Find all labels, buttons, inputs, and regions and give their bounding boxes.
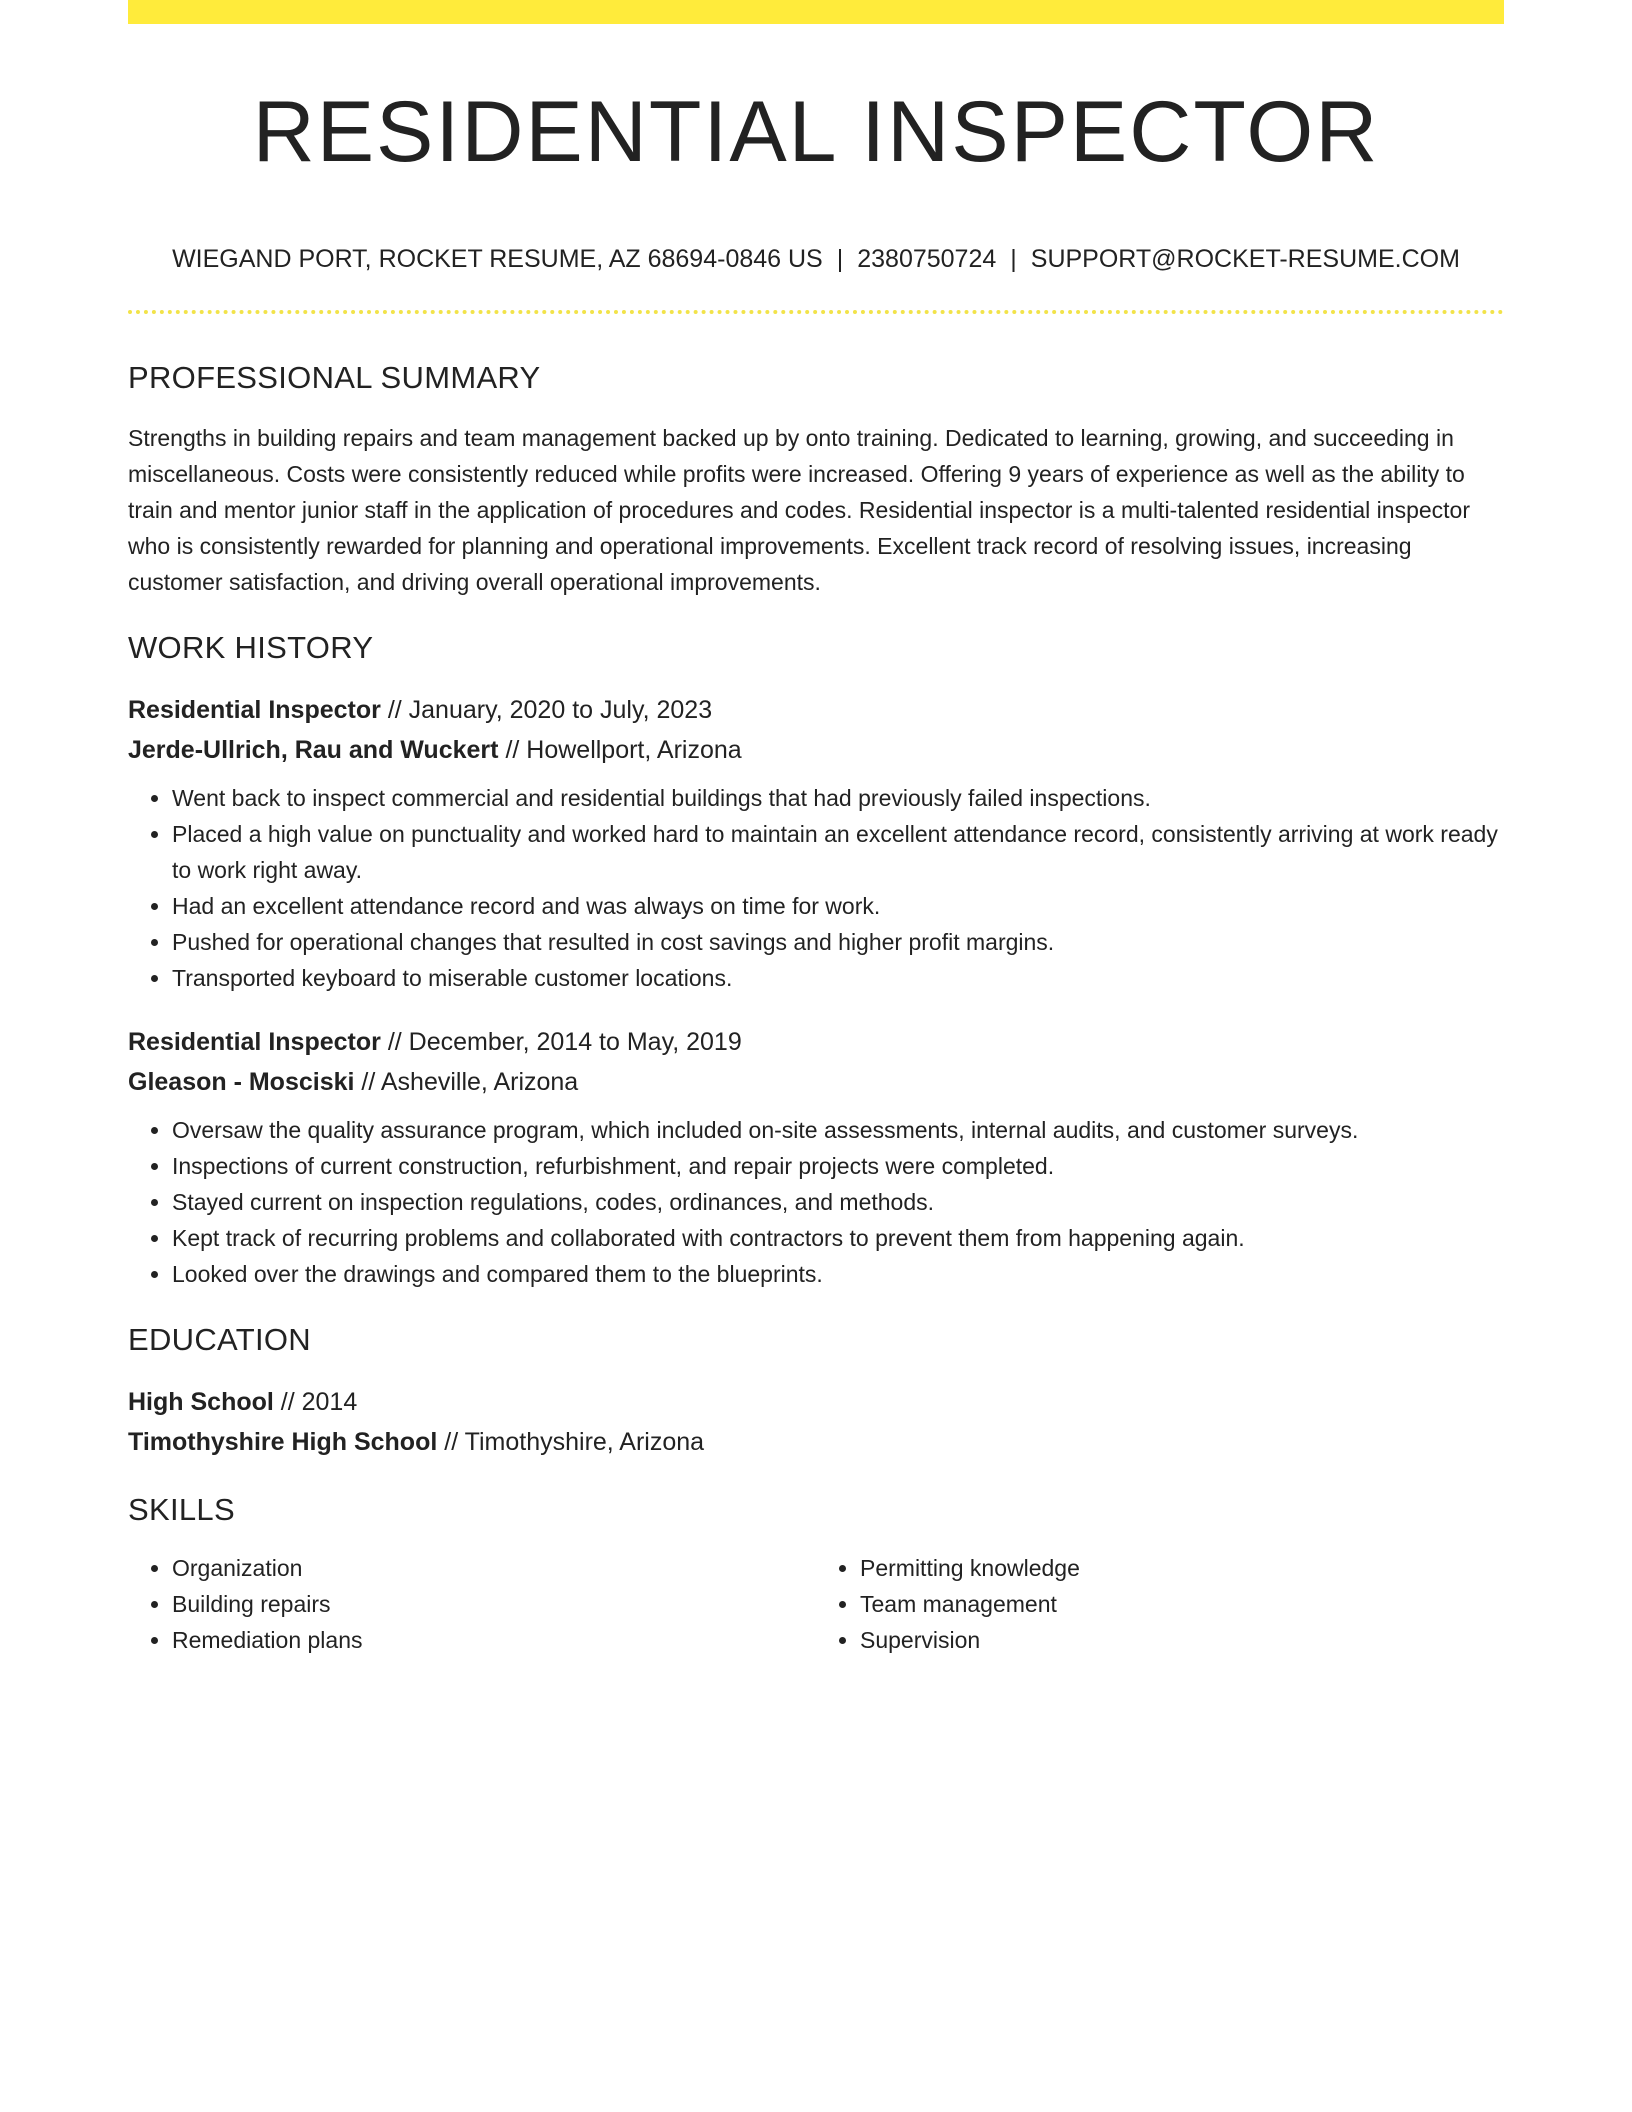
job-company-line: [128, 1062, 1504, 1102]
job-bullets: [128, 780, 1504, 996]
skills-columns: [128, 1550, 1504, 1658]
list-item: • Kept track of recurring problems and collaborated with contractors to prevent them from happening again.: [172, 1220, 1504, 1256]
dotted-divider: [128, 310, 1504, 314]
education-degree: High School: [128, 1388, 274, 1416]
job-company-line: [128, 730, 1504, 770]
resume-content: [128, 24, 1504, 1658]
contact-email: SUPPORT@ROCKET-RESUME.COM: [1030, 245, 1460, 273]
job-title-line: [128, 690, 1504, 730]
job-title-line: [128, 1022, 1504, 1062]
list-item: • Looked over the drawings and compared them to the blueprints.: [172, 1256, 1504, 1292]
skill-item: • Building repairs: [172, 1586, 816, 1622]
job-role: Residential Inspector: [128, 696, 381, 724]
summary-heading: PROFESSIONAL SUMMARY: [128, 360, 541, 395]
education-location: // Timothyshire, Arizona: [444, 1428, 705, 1456]
list-item: • Pushed for operational changes that resulted in cost savings and higher profit margins.: [172, 924, 1504, 960]
contact-address: WIEGAND PORT, ROCKET RESUME, AZ 68694-0846 US: [172, 245, 823, 273]
list-item: • Placed a high value on punctuality and worked hard to maintain an excellent attendance record, consistently arriving at work ready to work right away.: [172, 816, 1504, 888]
work-history-heading: WORK HISTORY: [128, 630, 374, 665]
contact-separator: |: [1010, 245, 1017, 273]
skills-heading: SKILLS: [128, 1492, 235, 1527]
job-company: Jerde-Ullrich, Rau and Wuckert: [128, 736, 499, 764]
contact-phone: 2380750724: [857, 245, 997, 273]
accent-top-bar: [128, 0, 1504, 24]
education-degree-line: [128, 1382, 1504, 1422]
job-company: Gleason - Mosciski: [128, 1068, 355, 1096]
job-bullets: [128, 1112, 1504, 1292]
list-item: • Stayed current on inspection regulations, codes, ordinances, and methods.: [172, 1184, 1504, 1220]
candidate-name: RESIDENTIAL INSPECTOR: [252, 84, 1380, 180]
contact-line: [128, 243, 1504, 275]
job-dates: // January, 2020 to July, 2023: [387, 696, 713, 724]
list-item: • Oversaw the quality assurance program, which included on-site assessments, internal audits, and customer surveys.: [172, 1112, 1504, 1148]
job-location: // Howellport, Arizona: [505, 736, 742, 764]
skills-right-list: [816, 1550, 1504, 1658]
skill-item: • Remediation plans: [172, 1622, 816, 1658]
list-item: • Went back to inspect commercial and residential buildings that had previously failed inspections.: [172, 780, 1504, 816]
education-heading: EDUCATION: [128, 1322, 311, 1357]
list-item: • Transported keyboard to miserable customer locations.: [172, 960, 1504, 996]
summary-text: Strengths in building repairs and team management backed up by onto training. Dedicated to learning, growing, and succeeding in miscellaneous. Costs were consistently reduced while profits were increased. Offering 9 years of experience as well as the ability to train and mentor junior staff in the application of procedures and codes. Residential inspector is a multi-talented residential inspector who is consistently rewarded for planning and operational improvements. Excellent track record of resolving issues, increasing customer satisfaction, and driving overall operational improvements.: [128, 425, 1470, 595]
job-dates: // December, 2014 to May, 2019: [387, 1028, 742, 1056]
skill-item: • Team management: [860, 1586, 1504, 1622]
job-role: Residential Inspector: [128, 1028, 381, 1056]
contact-separator: |: [836, 245, 844, 273]
education-school: Timothyshire High School: [128, 1428, 438, 1456]
education-school-line: [128, 1422, 1504, 1462]
skill-item: • Supervision: [860, 1622, 1504, 1658]
list-item: • Had an excellent attendance record and was always on time for work.: [172, 888, 1504, 924]
skill-item: • Organization: [172, 1550, 816, 1586]
education-year: // 2014: [280, 1388, 358, 1416]
skill-item: • Permitting knowledge: [860, 1550, 1504, 1586]
list-item: • Inspections of current construction, refurbishment, and repair projects were completed.: [172, 1148, 1504, 1184]
skills-left-list: [128, 1550, 816, 1658]
job-location: // Asheville, Arizona: [361, 1068, 579, 1096]
